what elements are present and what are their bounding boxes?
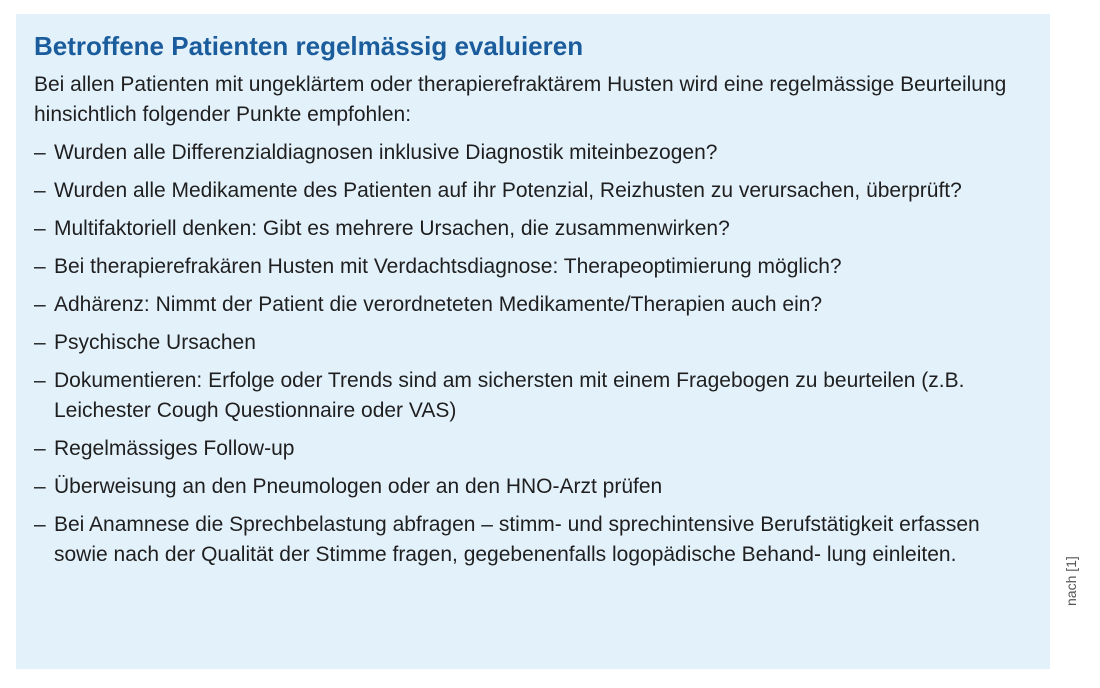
list-item bbox=[34, 138, 1036, 168]
list-item-text: Adhärenz: Nimmt der Patient die verordneteten Medikamente/Therapien auch ein? bbox=[54, 293, 823, 316]
list-item-text: Psychische Ursachen bbox=[54, 331, 256, 354]
box-title: Betroffene Patienten regelmässig evaluieren bbox=[34, 31, 584, 61]
list-item-text: Multifaktoriell denken: Gibt es mehrere Ursachen, die zusammenwirken? bbox=[54, 217, 730, 240]
list-item bbox=[34, 290, 1036, 320]
list-item bbox=[34, 366, 1036, 426]
bullet-dash: – bbox=[34, 179, 46, 202]
list-item bbox=[34, 328, 1036, 358]
list-item bbox=[34, 214, 1036, 244]
list-item bbox=[34, 252, 1036, 282]
list-item-text: Wurden alle Differenzialdiagnosen inklusive Diagnostik miteinbezogen? bbox=[54, 141, 718, 164]
bullet-dash: – bbox=[34, 293, 46, 316]
info-box bbox=[16, 14, 1050, 669]
list-item bbox=[34, 472, 1036, 502]
recommendation-list bbox=[34, 138, 1036, 570]
bullet-dash: – bbox=[34, 331, 46, 354]
list-item bbox=[34, 434, 1036, 464]
bullet-dash: – bbox=[34, 475, 46, 498]
list-item-text: Bei Anamnese die Sprechbelastung abfragen – stimm- und sprechintensive Berufstätigkeit erfassen sowie nach der Qualität der Stimme fragen, gegebenenfalls logopädische Behand- lung einleiten. bbox=[54, 513, 980, 566]
source-note: nach [1] bbox=[1063, 556, 1079, 606]
list-item-text: Regelmässiges Follow-up bbox=[54, 437, 295, 460]
list-item-text: Wurden alle Medikamente des Patienten auf ihr Potenzial, Reizhusten zu verursachen, überprüft? bbox=[54, 179, 962, 202]
list-item bbox=[34, 176, 1036, 206]
list-item-text: Bei therapierefrakären Husten mit Verdachtsdiagnose: Therapeoptimierung möglich? bbox=[54, 255, 842, 278]
list-item-text: Dokumentieren: Erfolge oder Trends sind am sichersten mit einem Fragebogen zu beurteilen (z.B. Leichester Cough Questionnaire oder VAS) bbox=[54, 369, 965, 422]
bullet-dash: – bbox=[34, 513, 46, 536]
bullet-dash: – bbox=[34, 217, 46, 240]
bullet-dash: – bbox=[34, 437, 46, 460]
bullet-dash: – bbox=[34, 141, 46, 164]
box-intro: Bei allen Patienten mit ungeklärtem oder therapierefraktärem Husten wird eine regelmässige Beurteilung hinsichtlich folgender Punkte empfohlen: bbox=[34, 73, 1007, 126]
list-item bbox=[34, 510, 1036, 570]
bullet-dash: – bbox=[34, 369, 46, 392]
bullet-dash: – bbox=[34, 255, 46, 278]
list-item-text: Überweisung an den Pneumologen oder an den HNO-Arzt prüfen bbox=[54, 475, 663, 498]
